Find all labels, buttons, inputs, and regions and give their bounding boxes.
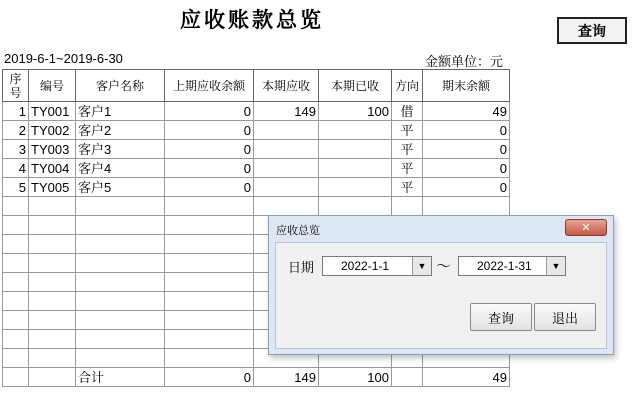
start-date-value[interactable]: 2022-1-1 [341, 259, 390, 273]
total-row [3, 368, 510, 387]
total-received[interactable]: 100 [319, 368, 392, 387]
cell-index[interactable]: 3 [3, 140, 29, 159]
cell-customer[interactable]: 客户4 [76, 159, 165, 178]
query-button[interactable]: 查询 [557, 17, 627, 44]
cell-ending-balance[interactable]: 49 [423, 102, 510, 121]
column-header: 序号 [3, 70, 29, 102]
cell-customer[interactable]: 客户5 [76, 178, 165, 197]
cell-ending-balance[interactable]: 0 [423, 178, 510, 197]
column-header: 方向 [392, 70, 423, 102]
cell-direction[interactable]: 平 [392, 121, 423, 140]
cell-received[interactable] [319, 178, 392, 197]
cell-current-receivable[interactable] [254, 178, 319, 197]
cell-code[interactable]: TY005 [29, 178, 76, 197]
table-header-row [3, 70, 510, 102]
table-row [3, 102, 510, 121]
total-direction[interactable] [392, 368, 423, 387]
cell-index[interactable]: 4 [3, 159, 29, 178]
table-row [3, 140, 510, 159]
total-prev-balance[interactable]: 0 [165, 368, 254, 387]
end-date-value[interactable]: 2022-1-31 [477, 259, 532, 273]
cell-index[interactable]: 1 [3, 102, 29, 121]
cell-current-receivable[interactable] [254, 140, 319, 159]
total-label[interactable]: 合计 [76, 368, 165, 387]
column-header: 本期应收 [254, 70, 319, 102]
dialog-title: 应收总览 [276, 224, 320, 237]
cell-current-receivable[interactable] [254, 121, 319, 140]
cell-customer[interactable]: 客户2 [76, 121, 165, 140]
dialog-query-button[interactable]: 查询 [470, 303, 532, 331]
cell-direction[interactable]: 借 [392, 102, 423, 121]
cell-prev-balance[interactable]: 0 [165, 159, 254, 178]
cell-prev-balance[interactable]: 0 [165, 102, 254, 121]
total-current-receivable[interactable]: 149 [254, 368, 319, 387]
cell-direction[interactable]: 平 [392, 140, 423, 159]
cell-ending-balance[interactable]: 0 [423, 159, 510, 178]
cell-customer[interactable]: 客户3 [76, 140, 165, 159]
cell-current-receivable[interactable] [254, 159, 319, 178]
dialog-exit-button[interactable]: 退出 [534, 303, 596, 331]
cell-ending-balance[interactable]: 0 [423, 121, 510, 140]
start-date-combo[interactable] [322, 256, 432, 276]
total-ending-balance[interactable]: 49 [423, 368, 510, 387]
chevron-down-icon[interactable]: ▼ [546, 257, 565, 275]
column-header: 编号 [29, 70, 76, 102]
column-header: 客户名称 [76, 70, 165, 102]
cell-direction[interactable]: 平 [392, 159, 423, 178]
cell-received[interactable] [319, 121, 392, 140]
empty-row [3, 197, 510, 216]
date-separator: ～ [436, 257, 452, 275]
date-label: 日期 [288, 261, 315, 276]
cell-prev-balance[interactable]: 0 [165, 140, 254, 159]
cell-received[interactable] [319, 159, 392, 178]
column-header: 上期应收余额 [165, 70, 254, 102]
amount-unit: 金额单位：元 [425, 55, 504, 70]
cell-index[interactable]: 5 [3, 178, 29, 197]
table-row [3, 159, 510, 178]
cell-current-receivable[interactable]: 149 [254, 102, 319, 121]
cell-index[interactable]: 2 [3, 121, 29, 140]
cell-ending-balance[interactable]: 0 [423, 140, 510, 159]
cell-code[interactable]: TY004 [29, 159, 76, 178]
chevron-down-icon[interactable]: ▼ [412, 257, 431, 275]
cell-code[interactable]: TY003 [29, 140, 76, 159]
period-range: 2019-6-1~2019-6-30 [4, 51, 123, 66]
cell-received[interactable] [319, 140, 392, 159]
cell-code[interactable]: TY001 [29, 102, 76, 121]
table-row [3, 178, 510, 197]
close-button[interactable] [565, 219, 607, 236]
close-icon: ✕ [581, 221, 591, 234]
table-row [3, 121, 510, 140]
cell-prev-balance[interactable]: 0 [165, 121, 254, 140]
page-title: 应收账款总览 [180, 8, 324, 32]
cell-received[interactable]: 100 [319, 102, 392, 121]
cell-customer[interactable]: 客户1 [76, 102, 165, 121]
dialog-body [275, 242, 607, 349]
cell-code[interactable]: TY002 [29, 121, 76, 140]
cell-direction[interactable]: 平 [392, 178, 423, 197]
column-header: 期末余额 [423, 70, 510, 102]
receivable-overview-dialog [268, 215, 614, 355]
column-header: 本期已收 [319, 70, 392, 102]
cell-prev-balance[interactable]: 0 [165, 178, 254, 197]
end-date-combo[interactable] [458, 256, 566, 276]
